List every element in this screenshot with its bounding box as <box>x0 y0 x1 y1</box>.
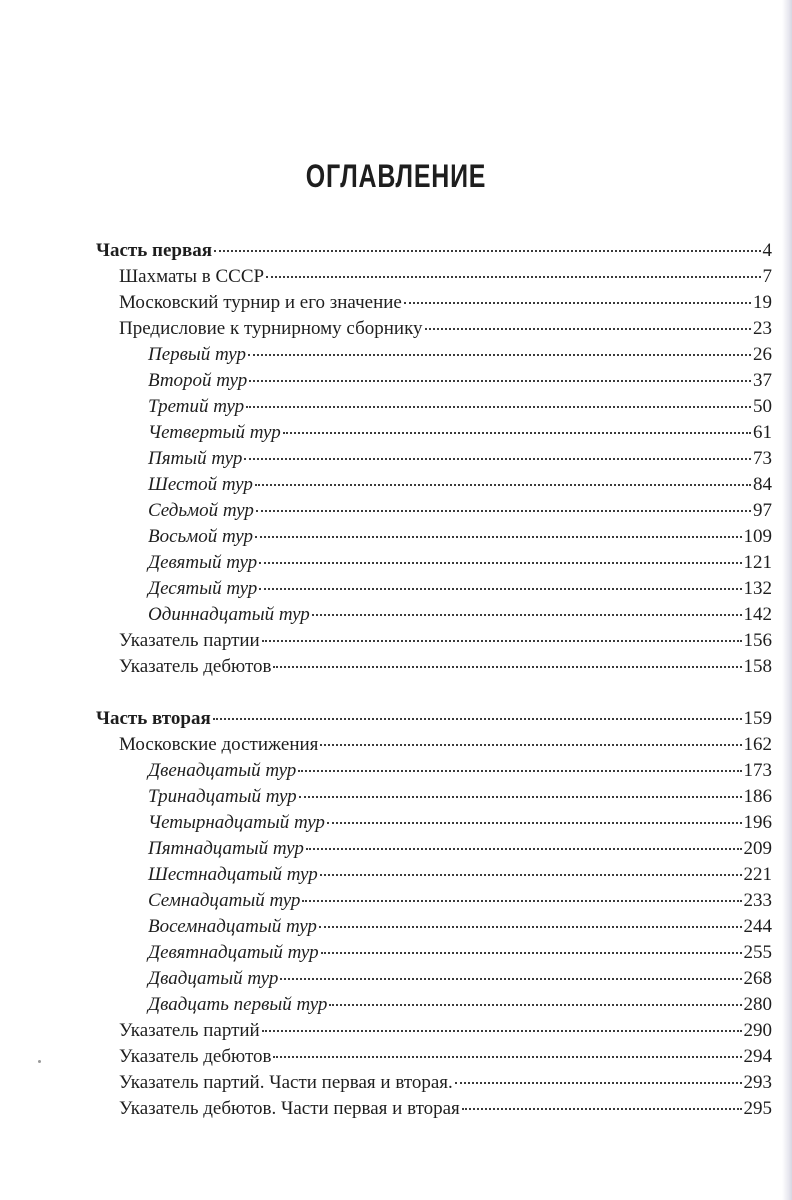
toc-entry-label: Шестнадцатый тур <box>148 864 318 885</box>
toc-entry-label: Указатель партий <box>119 1020 260 1041</box>
toc-round-entry[interactable] <box>96 446 772 472</box>
toc-page-number: 196 <box>743 812 772 833</box>
toc-page-number: 97 <box>753 500 772 521</box>
toc-round-entry[interactable] <box>96 576 772 602</box>
toc-entry-label: Указатель дебютов <box>119 1046 272 1067</box>
toc-page-number: 209 <box>743 838 772 859</box>
dot-leader <box>306 842 742 850</box>
toc-round-entry[interactable] <box>96 472 772 498</box>
toc-page-number: 121 <box>743 552 772 573</box>
toc-page-number: 173 <box>743 760 772 781</box>
toc-part-two <box>96 706 772 1122</box>
toc-entry-label: Одиннадцатый тур <box>148 604 310 625</box>
dot-leader <box>320 868 742 876</box>
dot-leader <box>280 972 741 980</box>
toc-entry-label: Указатель дебютов. Части первая и вторая <box>119 1098 460 1119</box>
toc-entry-label: Предисловие к турнирному сборнику <box>119 318 423 339</box>
toc-round-entry[interactable] <box>96 368 772 394</box>
toc-entry-label: Второй тур <box>148 370 248 391</box>
toc-round-entry[interactable] <box>96 394 772 420</box>
toc-entry-label: Девятый тур <box>148 552 258 573</box>
toc-entry-label: Семнадцатый тур <box>148 890 301 911</box>
dot-leader <box>321 946 742 954</box>
dot-leader <box>425 322 751 330</box>
dot-leader <box>262 1024 742 1032</box>
dot-leader <box>329 998 741 1006</box>
toc-page-number: 84 <box>753 474 772 495</box>
toc-page-number: 244 <box>743 916 772 937</box>
toc-entry-label: Тринадцатый тур <box>148 786 297 807</box>
toc-page-number: 255 <box>743 942 772 963</box>
toc-page-number: 162 <box>743 734 772 755</box>
toc-entry-label: Указатель дебютов <box>119 656 272 677</box>
toc-part-one <box>96 238 772 680</box>
dot-leader <box>299 790 742 798</box>
toc-entry[interactable] <box>96 654 772 680</box>
toc-entry-label: Шахматы в СССР <box>119 266 265 287</box>
toc-page-number: 268 <box>743 968 772 989</box>
table-of-contents <box>96 238 772 1122</box>
dot-leader <box>255 478 751 486</box>
toc-entry-label: Шестой тур <box>148 474 253 495</box>
toc-round-entry[interactable] <box>96 420 772 446</box>
dot-leader <box>319 920 742 928</box>
toc-entry[interactable] <box>96 732 772 758</box>
toc-round-entry[interactable] <box>96 784 772 810</box>
toc-page-number: 23 <box>753 318 772 339</box>
toc-entry[interactable] <box>96 1070 772 1096</box>
toc-entry-label: Первый тур <box>148 344 246 365</box>
toc-entry-label: Девятнадцатый тур <box>148 942 319 963</box>
dot-leader <box>283 426 751 434</box>
toc-entry-label: Московские достижения <box>119 734 319 755</box>
toc-entry-label: Двадцать первый тур <box>148 994 328 1015</box>
dot-leader <box>249 374 751 382</box>
toc-page-number: 186 <box>743 786 772 807</box>
toc-page-number: 294 <box>743 1046 772 1067</box>
dot-leader <box>298 764 741 772</box>
toc-round-entry[interactable] <box>96 992 772 1018</box>
dot-leader <box>259 582 741 590</box>
toc-entry[interactable] <box>96 1096 772 1122</box>
toc-page-number: 290 <box>743 1020 772 1041</box>
toc-entry-label: Двенадцатый тур <box>148 760 297 781</box>
toc-page-number: 233 <box>743 890 772 911</box>
dot-leader <box>255 530 742 538</box>
toc-round-entry[interactable] <box>96 914 772 940</box>
toc-page-number: 159 <box>743 708 772 729</box>
toc-page-number: 109 <box>743 526 772 547</box>
toc-entry-label: Двадцатый тур <box>148 968 279 989</box>
toc-entry-label: Седьмой тур <box>148 500 254 521</box>
dot-leader <box>312 608 742 616</box>
toc-entry-label: Указатель партий. Части первая и вторая. <box>119 1072 453 1093</box>
dot-leader <box>244 452 751 460</box>
toc-entry[interactable] <box>96 290 772 316</box>
toc-entry[interactable] <box>96 1044 772 1070</box>
toc-entry[interactable] <box>96 264 772 290</box>
toc-page-number: 4 <box>762 240 772 261</box>
toc-entry-label: Часть вторая <box>96 708 211 729</box>
toc-entry-label: Часть первая <box>96 240 212 261</box>
toc-page-number: 132 <box>743 578 772 599</box>
toc-page-number: 280 <box>743 994 772 1015</box>
toc-entry-label: Третий тур <box>148 396 245 417</box>
toc-entry[interactable] <box>96 1018 772 1044</box>
dot-leader <box>213 712 742 720</box>
dot-leader <box>327 816 742 824</box>
toc-round-entry[interactable] <box>96 966 772 992</box>
toc-round-entry[interactable] <box>96 810 772 836</box>
toc-entry[interactable] <box>96 316 772 342</box>
toc-page-number: 7 <box>762 266 772 287</box>
toc-entry-label: Московский турнир и его значение <box>119 292 402 313</box>
toc-round-entry[interactable] <box>96 836 772 862</box>
toc-page-number: 19 <box>753 292 772 313</box>
toc-round-entry[interactable] <box>96 524 772 550</box>
dot-leader <box>266 270 760 278</box>
toc-page-number: 37 <box>753 370 772 391</box>
toc-round-entry[interactable] <box>96 888 772 914</box>
dot-leader <box>302 894 741 902</box>
toc-round-entry[interactable] <box>96 550 772 576</box>
dot-leader <box>462 1102 742 1110</box>
toc-round-entry[interactable] <box>96 342 772 368</box>
toc-entry-label: Восьмой тур <box>148 526 253 547</box>
toc-page-number: 158 <box>743 656 772 677</box>
toc-entry-label: Четырнадцатый тур <box>148 812 325 833</box>
dot-leader <box>455 1076 742 1084</box>
toc-page-number: 293 <box>743 1072 772 1093</box>
toc-part-heading[interactable] <box>96 238 772 264</box>
toc-round-entry[interactable] <box>96 758 772 784</box>
toc-page-number: 50 <box>753 396 772 417</box>
toc-round-entry[interactable] <box>96 498 772 524</box>
toc-page-number: 221 <box>743 864 772 885</box>
dot-leader <box>246 400 751 408</box>
dot-leader <box>248 348 751 356</box>
dot-leader <box>259 556 741 564</box>
toc-page-number: 73 <box>753 448 772 469</box>
dot-leader <box>256 504 751 512</box>
toc-entry-label: Четвертый тур <box>148 422 281 443</box>
dot-leader <box>320 738 741 746</box>
dot-leader <box>273 660 741 668</box>
toc-entry-label: Восемнадцатый тур <box>148 916 317 937</box>
page-edge-shadow <box>782 0 792 1200</box>
toc-round-entry[interactable] <box>96 862 772 888</box>
toc-page-number: 142 <box>743 604 772 625</box>
toc-page-number: 61 <box>753 422 772 443</box>
toc-entry[interactable] <box>96 628 772 654</box>
toc-page-number: 156 <box>743 630 772 651</box>
toc-entry-label: Пятый тур <box>148 448 243 469</box>
toc-page-number: 295 <box>743 1098 772 1119</box>
paper-speck <box>38 1060 41 1063</box>
toc-part-heading[interactable] <box>96 706 772 732</box>
dot-leader <box>273 1050 741 1058</box>
toc-entry-label: Пятнадцатый тур <box>148 838 304 859</box>
toc-entry-label: Десятый тур <box>148 578 258 599</box>
dot-leader <box>262 634 742 642</box>
toc-round-entry[interactable] <box>96 602 772 628</box>
toc-page-number: 26 <box>753 344 772 365</box>
toc-round-entry[interactable] <box>96 940 772 966</box>
dot-leader <box>214 244 761 252</box>
page-title: ОГЛАВЛЕНИЕ <box>305 158 487 194</box>
dot-leader <box>404 296 751 304</box>
toc-entry-label: Указатель партии <box>119 630 260 651</box>
